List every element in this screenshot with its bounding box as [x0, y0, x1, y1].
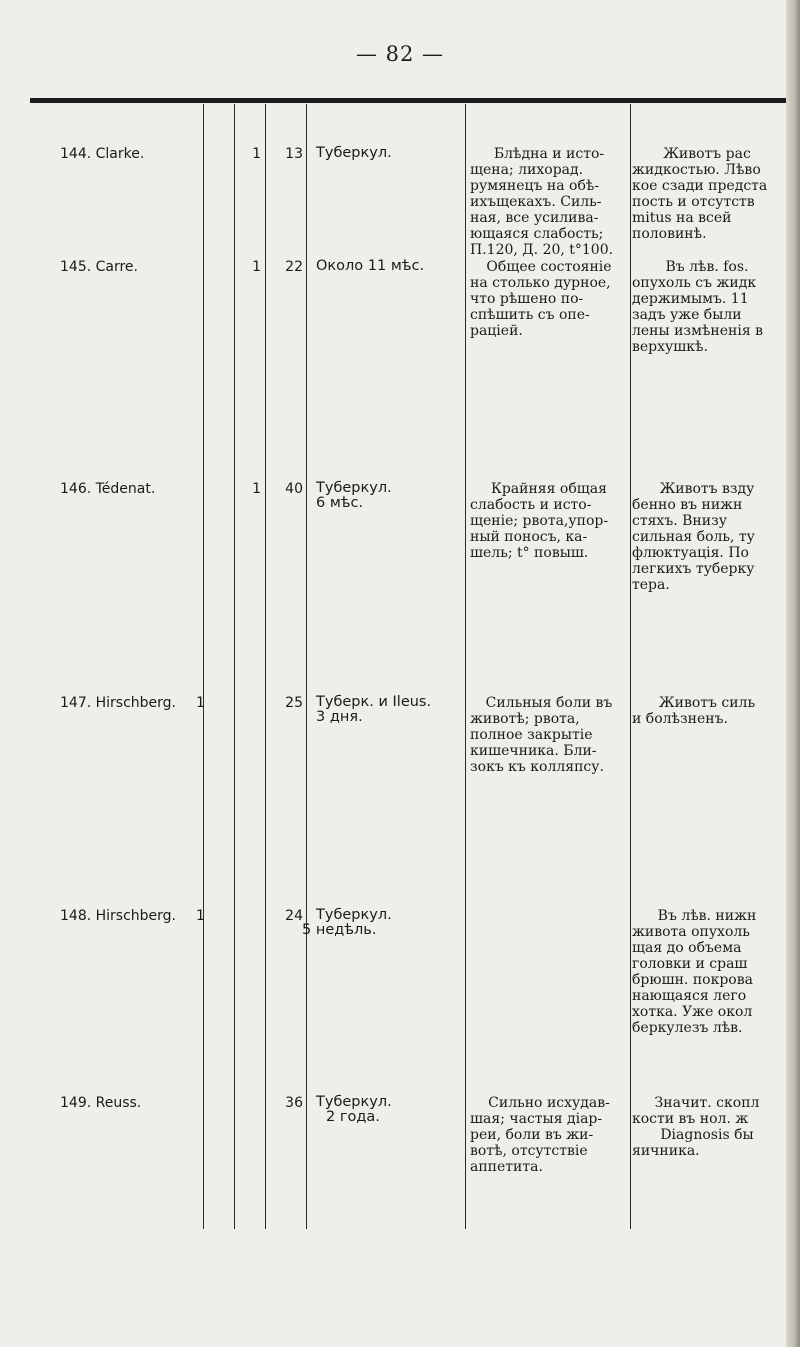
abdomen-findings: Въ лѣв. нижн живота опухоль щая до объема головки и сраш брюшн. покрова нающаяся лего хотка. Уже окол беркулезъ лѣв.	[632, 908, 757, 1036]
general-condition: Крайняя общая слабость и исто- щеніе; рвота,упор- ный поносъ, ка- шель; t° повыш.	[470, 481, 609, 561]
age-value: 22	[285, 259, 303, 275]
general-condition: Общее состояніе на столько дурное, что рѣшено по- спѣшить съ опе- раціей.	[470, 259, 612, 339]
diagnosis: Около 11 мѣс.	[316, 258, 425, 274]
case-name: 146. Tédenat.	[60, 481, 156, 497]
column-divider	[203, 104, 204, 1229]
age-value: 36	[285, 1095, 303, 1111]
case-name: 149. Reuss.	[60, 1095, 142, 1111]
abdomen-findings: Въ лѣв. fos. опухоль съ жидк держимымъ. 11 задъ уже были лены измѣненія в верхушкѣ.	[632, 259, 763, 355]
abdomen-findings: Значит. скопл кости въ нол. ж Diagnosis бы яичника.	[632, 1095, 760, 1159]
column-divider	[465, 104, 466, 1229]
diagnosis: Туберкул. 2 года.	[316, 1094, 392, 1125]
col-a-value: 1	[196, 908, 205, 924]
case-name: 147. Hirschberg.	[60, 695, 177, 711]
abdomen-findings: Животъ рас жидкостью. Лѣво кое сзади предста пость и отсутств mitus на всей половинѣ.	[632, 146, 768, 242]
col-b-value: 1	[252, 146, 261, 162]
col-b-value: 1	[252, 481, 261, 497]
col-a-value: 1	[196, 695, 205, 711]
header-rule	[30, 98, 790, 103]
age-value: 25	[285, 695, 303, 711]
diagnosis: Туберкул. 6 мѣс.	[316, 480, 392, 511]
abdomen-findings: Животъ взду бенно въ нижн стяхъ. Внизу сильная боль, ту флюктуація. По легкихъ туберку тера.	[632, 481, 755, 593]
age-value: 13	[285, 146, 303, 162]
general-condition: Блѣдна и исто- щена; лихорад. румянецъ на обѣ- ихъщекахъ. Силь- ная, все усилива- ющаяся слабость; П.120, Д. 20, t°100.	[470, 146, 614, 258]
column-divider	[234, 104, 235, 1229]
age-value: 40	[285, 481, 303, 497]
case-name: 144. Clarke.	[60, 146, 145, 162]
case-name: 148. Hirschberg.	[60, 908, 177, 924]
age-value: 24	[285, 908, 303, 924]
abdomen-findings: Животъ силь и болѣзненъ.	[632, 695, 756, 727]
column-divider	[306, 104, 307, 1229]
diagnosis: Туберкул.	[316, 145, 392, 161]
diagnosis: Туберкул. 5 недѣль.	[302, 907, 392, 938]
case-name: 145. Carre.	[60, 259, 138, 275]
page-number: — 82 —	[355, 42, 445, 66]
general-condition: Сильно исхудав- шая; частыя діар- реи, боли въ жи- вотѣ, отсутствіе аппетита.	[470, 1095, 610, 1175]
general-condition: Сильныя боли въ животѣ; рвота, полное закрытіе кишечника. Бли- зокъ къ колляпсу.	[470, 695, 613, 775]
diagnosis: Туберк. и Ileus. 3 дня.	[316, 694, 432, 725]
col-b-value: 1	[252, 259, 261, 275]
column-divider	[265, 104, 266, 1229]
column-divider	[630, 104, 631, 1229]
page-binding-edge	[786, 0, 800, 1347]
